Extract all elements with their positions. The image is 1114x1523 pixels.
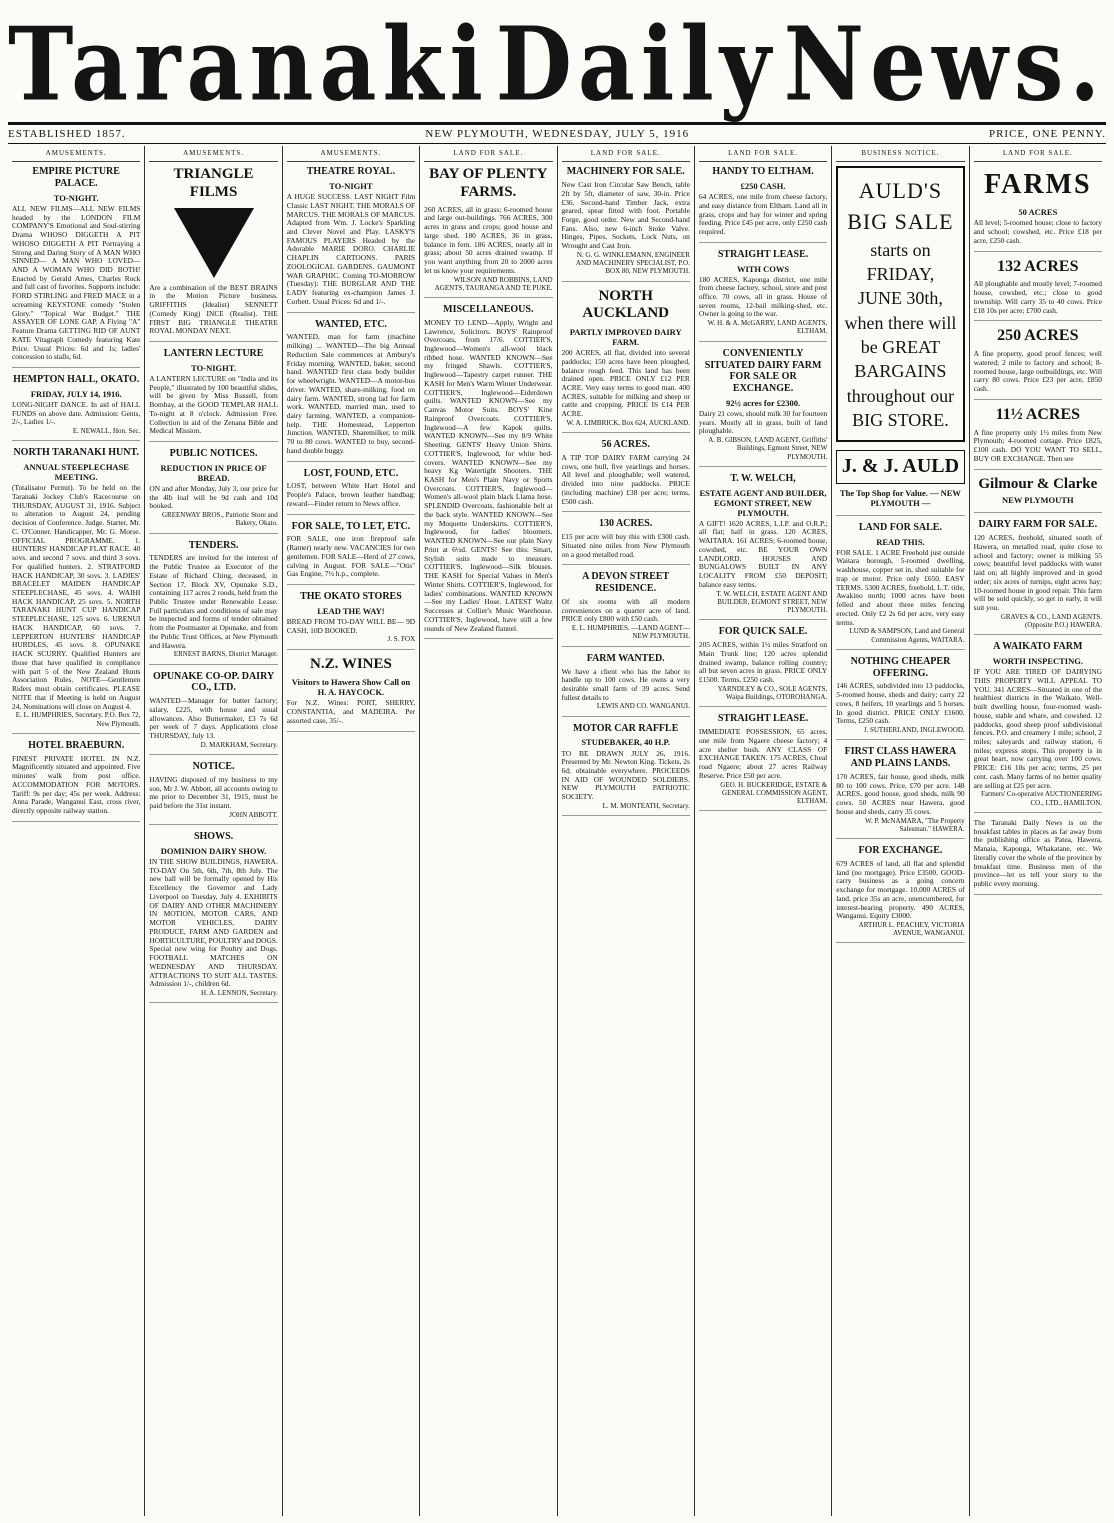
ad-title: 132 ACRES [997,257,1079,275]
ad-subtitle: ESTATE AGENT AND BUILDER, EGMONT STREET, NEW PLYMOUTH. [699,487,827,518]
ad-title: T. W. WELCH, [730,472,796,484]
advertisement [424,166,552,298]
ad-signature: E. L. HUMPHRIES, Secretary. P.O. Box 72, New Plymouth. [15,711,141,728]
advertisement [699,166,827,242]
ad-signature: LEWIS AND CO. WANGANUI. [596,702,690,711]
ad-title: 56 ACRES. [601,439,650,451]
advertisement [974,819,1102,895]
advertisement [836,656,964,741]
ad-subtitle: 92½ acres for £2300. [726,397,801,408]
ad-body: IN THE SHOW BUILDINGS, HAWERA. TO-DAY On 5th, 6th, 7th, 8th July. The new hall will be formally opened by His Excellency the Governor and Lady Liverpool on Tuesday, July 4. EXHIBITS OF DAIRY AND OTHER MACHINERY IN MOTION, MOTOR CARS, AND MOTOR VEHICLES, DAIRY PRODUCE, FARM AND GARDEN and HORTICULTURE, POULTRY and DOGS. Special new wing for Poultry and Dogs. FOOTBALL MATCHES ON WEDNESDAY AND THURSDAY. ATTRACTIONS TO SUIT ALL TASTES. Admission 1/-, children 6d. [149,856,278,989]
column-6 [695,146,832,1516]
ad-title: NOTHING CHEAPER OFFERING. [850,655,951,679]
ad-body: The Taranaki Daily News is on the breakfast tables in places as far away from the publishing office as Patea, Hawera, Manaia, Kaponga, Whakatane, etc. We literally cover the whole of the province by breakfast time. Business men of the province—let us tell your story to the public every morning. [973,817,1102,889]
ad-subtitle: PARTLY IMPROVED DAIRY FARM. [569,327,682,348]
advertisement [562,166,690,281]
ad-body: FOR SALE. 1 ACRE Freehold just outside Waitara borough, 5-roomed dwelling, washhouse, copper set in, shed suitable for trap or motor. Price only £650. EASY TERMS. 5300 ACRES, freehold, L.T. title, Awakino north; 1000 acres have been felled and about three miles fencing erected. Only £2 2s 6d per acre, very easy terms. [836,547,965,627]
ad-signature: JOHN ABBOTT. [229,810,278,819]
ad-title: NORTH AUCKLAND [582,287,670,322]
ad-title: TENDERS. [188,539,239,551]
masthead-word-1: Taranaki [8,4,489,124]
ad-signature: E. L. HUMPHRIES. —LAND AGENT— NEW PLYMOUTH. [571,624,690,641]
ad-body: LOST, between White Hart Hotel and People's Palace, brown leather handbag; reward—Finder return to News office. [286,481,416,508]
ad-body: All level; 5-roomed house; close to factory and school; cowshed, etc. Price £18 per acre, £250 cash. [973,218,1102,245]
ad-body: £15 per acre will buy this with £300 cash. Situated nine miles from New Plymouth on a good metalled road. [561,532,690,559]
ad-signature: E. NEWALL, Hon. Sec. [72,427,141,436]
ad-title: BAY OF PLENTY FARMS. [429,166,548,200]
ad-body: FINEST PRIVATE HOTEL IN N.Z. Magnificently situated and appointed. Five minutes' walk from post office. ACCOMMODATION FOR MOTORS. Tariff: 9s per day; 45s per week. Address: Anna Parade, Wanganui East, cross river, directly opposite railway station. [12,753,141,815]
ad-subtitle: NEW PLYMOUTH [1002,495,1074,506]
advertisement [12,447,140,733]
ad-subtitle: £250 CASH. [740,181,786,192]
ad-body: 120 ACRES, freehold, situated south of Hawera, on metalled road, quite close to school and factory; owner is milking 55 cows; beautiful level paddocks with water laid on; all highly improved and in good order; six acres of turnips, eight acres hay; 10-roomed house in good repair. This farm will be sold quickly, so get in early, it will suit you. [973,533,1102,613]
ad-subtitle: WITH COWS [736,263,790,274]
advertisement [424,304,552,639]
advertisement [562,518,690,565]
ad-body: BREAD FROM TO-DAY WILL BE— 9D CASH, 10D BOOKED. [286,616,416,635]
ad-body: 200 ACRES, all flat, divided into several paddocks; 150 acres have been ploughed, balance rough feed. This land has been drained open. PRICE ONLY £12 PER ACRE. Very easy terms to good man. 400 ACRES, suitable for milking and sheep or cattle and cropping. PRICE IS £14 PER ACRE. [561,348,690,419]
ad-signature: W. P. McNAMARA, "The Property Salesman." HAWERA. [865,816,965,833]
ad-title: A WAIKATO FARM [993,641,1083,653]
ad-title: N.Z. WINES [310,655,392,672]
ad-title: LOST, FOUND, ETC. [303,467,399,479]
advertisement [836,845,964,943]
ad-body: Are a combination of the BEST BRAINS in the Motion Picture business. GRIFFITHS (Idealist) SENNETT (Comedy King) INCE (Realist). THE FIRST BIG TRIANGLE THEATRE ROYAL MONDAY NEXT. [149,282,278,336]
column-1 [8,146,145,1516]
ad-body: 260 ACRES, all in grass; 6-roomed house and large out-buildings. 766 ACRES, 300 acres in grass and crops; good house and large shed. 180 ACRES, 36 in grass, balance in fern. 186 ACRES, nearly all in grass; about 50 acres drained swamp. If you want anything from 20 to 2000 acres let us know your requirements. [424,204,553,275]
ad-subtitle: READ THIS. [876,536,925,547]
ad-title: HOTEL BRAEBURN. [28,739,125,751]
column-header: LAND FOR SALE. [424,146,552,162]
ad-title: HANDY TO ELTHAM. [712,166,814,178]
ad-title: A DEVON STREET RESIDENCE. [582,571,670,595]
ad-body: FOR SALE, one iron fireproof safe (Ratner) nearly new. VACANCIES for two gentlemen. FOR SALE—Herd of 27 cows, calving in August. FOR SALE—"Otis" Gas Engine, 7½ h.p., complete. [286,534,416,579]
advertisement [562,653,690,717]
triangle-logo [174,208,254,278]
column-2 [145,146,282,1516]
ad-signature: Farmers' Co-operative AUCTIONEERING CO., LTD., HAMILTON. [980,790,1102,807]
ad-signature: W. A. LIMBRICK, Box 624, AUCKLAND. [566,418,690,427]
column-header: BUSINESS NOTICE. [836,146,964,162]
ad-body: 679 ACRES of land, all flat and splendid land (no mortgage). Price £3500. GOOD-carry business as a going concern exchange for mortgage. 10,000 ACRES of land, price 35s an acre, unencumbered, for interest-bearing property. 490 ACRES, Wanganui. Equity £3000. [836,858,965,921]
ad-body: A TIP TOP DAIRY FARM carrying 24 cows, one bull, five yearlings and horses. All level and ploughable; well watered, divided into nine paddocks. PRICE (including machine) £38 per acre; terms, £500 cash. [561,453,690,506]
advertisement [149,831,277,1003]
advertisement [974,641,1102,813]
ad-title: LANTERN LECTURE [163,348,264,360]
column-header: LAND FOR SALE. [562,146,690,162]
ad-signature: J. S. FOX [387,635,416,644]
ad-title: MACHINERY FOR SALE. [566,166,685,178]
ad-subtitle: 50 ACRES [1018,207,1058,218]
ad-title: STRAIGHT LEASE. [717,713,809,725]
ad-body: Dairy 21 cows, should milk 30 for fourteen years. Mostly all in grass, built of land ploughable. [698,408,828,436]
ad-body: HAVING disposed of my business to my son, Mr J. W. Abbott, all accounts owing to me prior to December 31, 1915, must be paid before the 31st instant. [149,774,278,811]
columns [8,146,1106,1516]
ad-subtitle: TO-NIGHT [329,181,373,192]
masthead-word-2: Daily [495,4,777,124]
ad-subtitle: WORTH INSPECTING. [992,656,1083,667]
advertisement [974,327,1102,400]
ad-body: A fine property, good proof fences; well watered; 2 mile to factory and school; 8-roomed house, large outbuildings, etc. Will carry 80 cows. Price £23 per acre, £850 cash. [973,349,1102,394]
ad-title: FIRST CLASS HAWERA AND PLAINS LANDS. [844,746,957,770]
ad-signature: GREENWAY BROS., Patriotic Store and Bakery, Okato. [161,511,278,528]
ad-signature: D. MARKHAM, Secretary. [200,740,278,749]
ad-body: 170 ACRES, fair house, good sheds, milk 80 to 100 cows. Price, £70 per acre. 148 ACRES, good house, good sheds, milk 90 cows. 50 ACRES near Hawera, good house and sheds, carry 35 cows. [836,771,965,816]
ad-signature: L. M. MONTEATH, Secretary. [602,801,690,810]
ad-signature: GEO. H. BUCKERIDGE, ESTATE & GENERAL COMMISSION AGENT, ELTHAM. [720,780,828,806]
ad-signature: WILSON AND ROBBINS, LAND AGENTS, TAURANGA AND TE PUKE. [434,275,553,292]
ad-signature: T. W. WELCH, ESTATE AGENT AND BUILDER, EGMONT STREET, NEW PLYMOUTH. [716,589,828,615]
ad-signature: J. SUTHERLAND, INGLEWOOD. [863,726,965,735]
advertisement [974,519,1102,635]
column-header: AMUSEMENTS. [12,146,140,162]
advertisement [836,450,964,516]
ad-body: MONEY TO LEND—Apply, Wright and Lawrence, Solicitors. BOYS' Rainproof Overcoats, from 17/6. COTTIER'S, Inglewood—Women's all-wool black ribbed hose. WANTED KNOWN—See my fringed Shawls. COTTIER'S, Inglewood—Tapestry carpet runner. THE KASH for Men's Warm Winter Underwear. COTTIER'S, Inglewood—Eiderdown quilts. WANTED KNOWN—See my Canvas Motor Suits. BOYS' Kine Rainproof Overcoats. COTTIER'S, Inglewood—A few Kapok quilts. WANTED KNOWN—See my 8/9 White Sheeting. GENTS' Heavy Union Shirts. COTTIER'S, Inglewood, for white bed-covers. WANTED KNOWN—See my heavy Kg Watertight Shooters. THE KASH for Men's Plain Navy or Sports Overcoats. COTTIER'S, Inglewood—Women's all-wool plain black Llama hose. SPLENDID Overcoats, fashionable belt at the back style. WANTED KNOWN—See my Moquette Underskirts. COTTIER'S, Inglewood, for ladies' bloomers. WANTED KNOWN—See our plain Navy Print at 6½d. GENTS! See this: Smart, Stylish suits made to measure. COTTIER'S, Inglewood—Silk blouses. THE KASH for Special Values in Men's Winter Shirts. COTTIER'S, Inglewood, for ladies' combinations. WANTED KNOWN—See my Ladies' Hose. LATEST Waltz Successes at Collier's Music Warehouse. COTTIER'S, Inglewood, have still a few rounds of New Zealand flannel. [424,317,553,633]
ad-body: Of six rooms with all modern conveniences on a quarter acre of land. PRICE only £800 with £50 cash. [561,597,690,624]
ad-title: AULD'S BIG SALE [847,178,954,235]
ad-body: IF YOU ARE TIRED OF DAIRYING THIS PROPERTY WILL APPEAL TO YOU. 341 ACRES—Situated in one of the healthiest districts in the Waikato. Well-built dwelling house, four-roomed wash-house, stable and whare, and cowshed. 12 paddocks, good sheep proof subdivisional fences. P.O. and creamery 1 mile; school, 2 miles; saleyards and railway station, 6 miles; express stops. This property is in great heart, now carrying over 100 cows. PRICE: £16 10s per acre; terms, 25 per cent. cash. Many farms of no better quality are selling at £25 per acre. [973,667,1102,790]
advertisement [149,348,277,442]
advertisement [149,671,277,756]
ad-subtitle: DOMINION DAIRY SHOW. [160,845,267,856]
advertisement [699,348,827,467]
established: ESTABLISHED 1857. [8,128,126,140]
ad-title: SHOWS. [193,831,234,843]
ad-body: All ploughable and mostly level; 7-roomed house, cowshed, etc.; close to good township. Will carry 35 to 40 cows. Price £18 10s per acre; £700 cash. [973,279,1102,315]
ad-body: 205 ACRES, within 1½ miles Stratford on Main Trunk line; 120 acres splendid drained swamp, balance rolling country; all but seven acres in grass. PRICE ONLY £1500. Terms, £250 cash. [698,640,828,685]
ad-signature: YARNDLEY & CO., SOLE AGENTS, Waipa Buildings, OTOROHANGA. [717,684,828,702]
ad-title: MISCELLANEOUS. [443,304,534,315]
ad-title: STRAIGHT LEASE. [717,248,809,260]
ad-subtitle: The Top Shop for Value. — NEW PLYMOUTH — [839,487,961,508]
column-3 [283,146,420,1516]
advertisement [836,166,964,442]
ad-subtitle: starts on FRIDAY, JUNE 30th, when there will be GREAT BARGAINS throughout our BIG STORE. [844,239,957,430]
ad-body: WANTED, man for farm (machine milking) ... WANTED—The big Annual Reduction Sale commences at Ambury's Friday morning. WANTED, baker, second hand. WANTED first class body builder for wheelwright. WANTED—A motor-bus driver. WANTED, share-milking, food on dairy farm. WANTED, strong lad for farm work. WANTED, married man, used to dairy farming. WANTED, a companion-help. THE Homestead, Lepperton Junction. WANTED, Sharemilker, to milk 70 to 80 cows. WANTED to buy, second-hand double buggy. [286,332,416,455]
advertisement [562,571,690,646]
ad-title: FOR QUICK SALE. [718,626,808,638]
advertisement [974,476,1102,514]
column-5 [558,146,695,1516]
ad-title: FOR EXCHANGE. [858,845,943,857]
column-header: LAND FOR SALE. [699,146,827,162]
advertisement [149,761,277,825]
dateline [8,122,1106,144]
advertisement [12,166,140,368]
ad-body: ON and after Monday, July 3, our price for the 4lb loaf will be 9d cash and 10d booked. [149,483,278,511]
column-header: LAND FOR SALE. [974,146,1102,162]
advertisement [149,540,277,665]
advertisement [974,258,1102,322]
ad-title: 250 ACRES [997,327,1079,345]
advertisement [287,656,415,732]
ad-title: EMPIRE PICTURE PALACE. [32,166,120,190]
advertisement [12,740,140,822]
advertisement [699,473,827,620]
ad-signature: GRAVES & CO., LAND AGENTS. (Opposite P.O.) HAWERA. [1000,612,1102,630]
ad-title: LAND FOR SALE. [858,521,942,533]
ad-subtitle: REDUCTION IN PRICE OF BREAD. [160,462,267,483]
ad-body: TO BE DRAWN JULY 26, 1916. Presented by Mr. Newton King. Tickets, 2s 6d; obtainable everywhere. PROCEEDS IN AID OF WOUNDED SOLDIERS. NEW PLYMOUTH PATRIOTIC SOCIETY. [561,748,690,802]
ad-signature: ARTHUR L. PEACHEY, VICTORIA AVENUE, WANGANUI. [858,920,965,938]
advertisement [974,406,1102,470]
ad-title: FARM WANTED. [586,652,665,664]
ad-signature: H. A. LENNON, Secretary. [201,988,278,997]
ad-title: CONVENIENTLY SITUATED DAIRY FARM FOR SALE OR EXCHANGE. [704,347,822,395]
advertisement [699,713,827,811]
ad-body: 180 ACRES, Kaponga district, one mile from cheese factory, school, store and post office. 70 cows, all in grass. House of seven rooms, 12-bail milking-shed, etc. Owner is going to the war. [698,274,828,319]
ad-title: FOR SALE, TO LET, ETC. [291,520,411,532]
ad-body: TENDERS are invited for the interest of the Public Trustee as Executor of the Estate of Richard Ching, deceased, in Section 17, Block XV, Opunake S.D., containing 117 acres 2 roods, held from the Public Trustee under Renewable Lease. Full particulars and conditions of sale may be inspected and forms of tender obtained from the Postmaster at Opunake, and from the Public Trust Offices, at New Plymouth and Hawera. [149,553,278,650]
ad-title: PUBLIC NOTICES. [169,447,258,459]
advertisement [562,723,690,816]
ad-body: 64 ACRES, one mile from cheese factory, and easy distance from Eltham. Land all in grass, crops and hay for winter and spring feeding. Price £45 per acre, only £250 cash required. [698,192,828,236]
advertisement [836,746,964,839]
place-date: NEW PLYMOUTH, WEDNESDAY, JULY 5, 1916 [425,128,690,140]
advertisement [287,591,415,650]
ad-title: MOTOR CAR RAFFLE [573,722,679,734]
ad-title: OPUNAKE CO-OP. DAIRY CO., LTD. [152,670,275,694]
ad-signature: LUND & SAMPSON, Land and General Commission Agents, WAITARA. [849,627,965,644]
advertisement [287,468,415,515]
ad-subtitle: TO-NIGHT. [191,362,236,373]
advertisement [562,288,690,434]
ad-signature: N. G. G. WINKLEMANN, ENGINEER AND MACHINERY SPECIALIST, P.O. BOX 80, NEW PLYMOUTH. [575,250,690,276]
ad-title: 11½ ACRES [995,405,1081,423]
masthead [8,4,1106,124]
advertisement [699,249,827,342]
ad-title: THE OKATO STORES [300,591,402,603]
advertisement [836,522,964,650]
advertisement [149,448,277,534]
advertisement [974,168,1102,251]
advertisement [699,626,827,707]
ad-title: DAIRY FARM FOR SALE. [978,519,1098,531]
price: PRICE, ONE PENNY. [988,128,1106,140]
ad-subtitle: ANNUAL STEEPLECHASE MEETING. [23,462,129,483]
ad-body: WANTED—Manager for butter factory; salary, £225, with house and usual allowances. Also Buttermaker, £3 7s 6d per week of 7 days. Applications close THURSDAY, July 13. [149,696,278,741]
ad-title: NOTICE. [192,761,235,773]
ad-body: (Totalisator Permit). To be held on the Taranaki Jockey Club's Racecourse on THURSDAY, AUGUST 31, 1916. Subject to alteration to August 24, pending decision of Conference. Judge. Starter, Mr. C. O'Conner. Handicapper, Mr. G. Morse. OFFICIAL PROGRAMME. 1. HUNTERS' HANDICAP FLAT RACE. 40 sovs. and second 7 sovs. and third 3 sovs. For qualified hunters. 2. STRATFORD HACK HANDICAP, 30 sovs. 3. LADIES' BRACELET MAIDEN HANDICAP STEEPLECHASE, 45 sovs. 4. WAIHI HACK HANDICAP, 25 sovs. 5. NORTH TARANAKI HUNT CUP HANDICAP STEEPLECHASE, 125 sovs. 6. URENUI HACK HANDICAP, 60 sovs. 7. LEPPERTON HUNTERS' HANDICAP HURDLES, 45 sovs. 8. OPUNAKE HACK SCURRY. Qualified Hunters are those that have qualified in compliance with part 5 of the New Zealand Hunts Association Rules. NOTE—Gentlemen Riders must obtain certificates. PLEASE NOTE that if Meeting is held on August 24, Nominations will close on August 4. [12,483,141,711]
ad-body: A fine property only 1½ miles from New Plymouth; 4-roomed cottage. Price £825, £100 cash. DO YOU WANT TO SELL, BUY OR EXCHANGE. Then see [973,427,1102,463]
ad-signature: A. B. GIBSON, LAND AGENT, Griffiths' Buildings, Egmont Street, NEW PLYMOUTH. [708,436,828,461]
column-header: AMUSEMENTS. [287,146,415,162]
ad-title: THEATRE ROYAL. [306,166,396,178]
ad-signature: W. H. & A. McGARRY, LAND AGENTS, ELTHAM. [707,319,828,336]
ad-body: A LANTERN LECTURE on "India and its People," illustrated by 100 beautiful slides, will be given by Miss Russell, from Bombay, at the GOOD TEMPLAR HALL To-night at 8 o'clock. Admission Free. Collection in aid of the Zenana Bible and Medical Mission. [149,373,278,436]
ad-title: TRIANGLE FILMS [173,166,254,200]
ad-title: NORTH TARANAKI HUNT. [13,447,139,459]
ad-body: For N.Z. Wines: PORT, SHERRY, CONSTANTIA, and MADEIRA. Per assorted case, 35/-. [286,698,416,725]
ad-title: FARMS [984,169,1092,201]
advertisement [149,166,277,342]
ad-title: WANTED, ETC. [314,318,387,330]
ad-body: A HUGE SUCCESS. LAST NIGHT Film Classic LAST NIGHT. THE MORALS OF MARCUS. THE MORALS OF MARCUS. Adapted from Wm. J. Locke's Sparkling and Clever Novel and Play. LASKY'S FAMOUS PLAYERS Headed by the Adorable MARIE DORO. CHARLIE CHAPLIN CARTOONS. PARIS ZOOLOGICAL GARDENS. GAUMONT WAR GRAPHIC. Coming TO-MORROW (Tuesday): THE BURGLAR AND THE LADY featuring ex-champion James J. Corbett. Usual Prices: 6d and 1/-. [286,192,416,306]
ad-title: Gilmour & Clarke [978,475,1098,492]
ad-body: We have a client who has the labor to handle up to 100 cows. He owns a very desirable small farm of 39 acres. Send fullest details to [561,666,690,702]
ad-body: ALL NEW FILMS—ALL NEW FILMS headed by the LONDON FILM COMPANY'S Emotional and Soul-stirring Drama WHOSO DIGGETH A PIT WHOSO DIGGETH A PIT Portraying a Strong and Daring Story of A MAN WHO SINNED— A MAN WHO LOVED— AND A WOMAN WHO DID BOTH! Enacted by Gerald Ames, Charles Rock and full cast of favorites. Supports include: FORD STIRLING and FRED MACE in a screaming KEYSTONE comedy "Stolen Glory." "Topical War Budget." THE ASSAYER OF LONE GAP. A Flying "A" Feature Drama GETTING RID OF AUNT KATE Vitagraph Comedy featuring Kate Price. Usual Prices: 6d and 1s; ladies' concession to stalls, 6d. [12,203,141,362]
ad-body: A GIFT! 1620 ACRES, L.I.P. and O.R.P.; all flat; half in grass. 120 ACRES, WAITARA. 161 ACRES; 6-roomed house, cowshed, etc. BE YOUR OWN LANDLORD. HOUSES AND BUNGALOWS BUILT IN ANY LOCALITY FROM £50 DEPOSIT; balance easy terms. [698,518,828,589]
advertisement [287,521,415,585]
ad-title: J. & J. AULD [836,450,964,484]
advertisement [12,374,140,441]
column-4 [420,146,557,1516]
ad-body: IMMEDIATE POSSESSION, 65 acres, one mile from Ngaere cheese factory; 4 acre shelter bush. ANY CLASS OF EXCHANGE TAKEN. 175 ACRES, Cheal road Ngaere; about 27 acres Railway Reserve. Price £50 per acre. [698,727,828,780]
ad-title: 130 ACRES. [599,518,653,530]
ad-subtitle: LEAD THE WAY! [317,605,385,616]
ad-subtitle: Visitors to Hawera Show Call on H. A. HAYCOCK. [291,677,411,698]
ad-subtitle: FRIDAY, JULY 14, 1916. [30,388,122,399]
ad-title: HEMPTON HALL, OKATO. [13,374,140,386]
ad-body: LONG-NIGHT DANCE. In aid of HALL FUNDS on above date. Admission: Gents, 2/-, Ladies 1/-. [12,399,141,427]
ad-body: 146 ACRES, subdivided into 13 paddocks, 5-roomed house, sheds and dairy; carry 22 cows, 8 heifers, 10 yearlings and 5 horses. In good district. PRICE ONLY £1600. Terms, £250 cash. [836,681,965,726]
ad-signature: ERNEST BARNS, District Manager. [173,650,278,659]
ad-body: New Cast Iron Circular Saw Bench, table 2ft by 5ft, diameter of saw, 30-in. Price £36. Second-hand Timber Jack, extra geared, spear fitted with foot. Portable Forge, good order. New and Second-hand Fans. Also, new 6-inch Stoke Valve. Hinges, Pipes, Sockets, Lock Nuts, on Wrought and Cast Iron. [561,180,690,251]
advertisement [287,319,415,462]
column-8 [970,146,1106,1516]
ad-subtitle: TO-NIGHT. [53,192,99,203]
advertisement [562,439,690,512]
masthead-word-3: News. [783,4,1106,124]
column-7 [832,146,969,1516]
ad-subtitle: STUDEBAKER, 40 H.P. [581,737,671,748]
column-header: AMUSEMENTS. [149,146,277,162]
advertisement [287,166,415,312]
